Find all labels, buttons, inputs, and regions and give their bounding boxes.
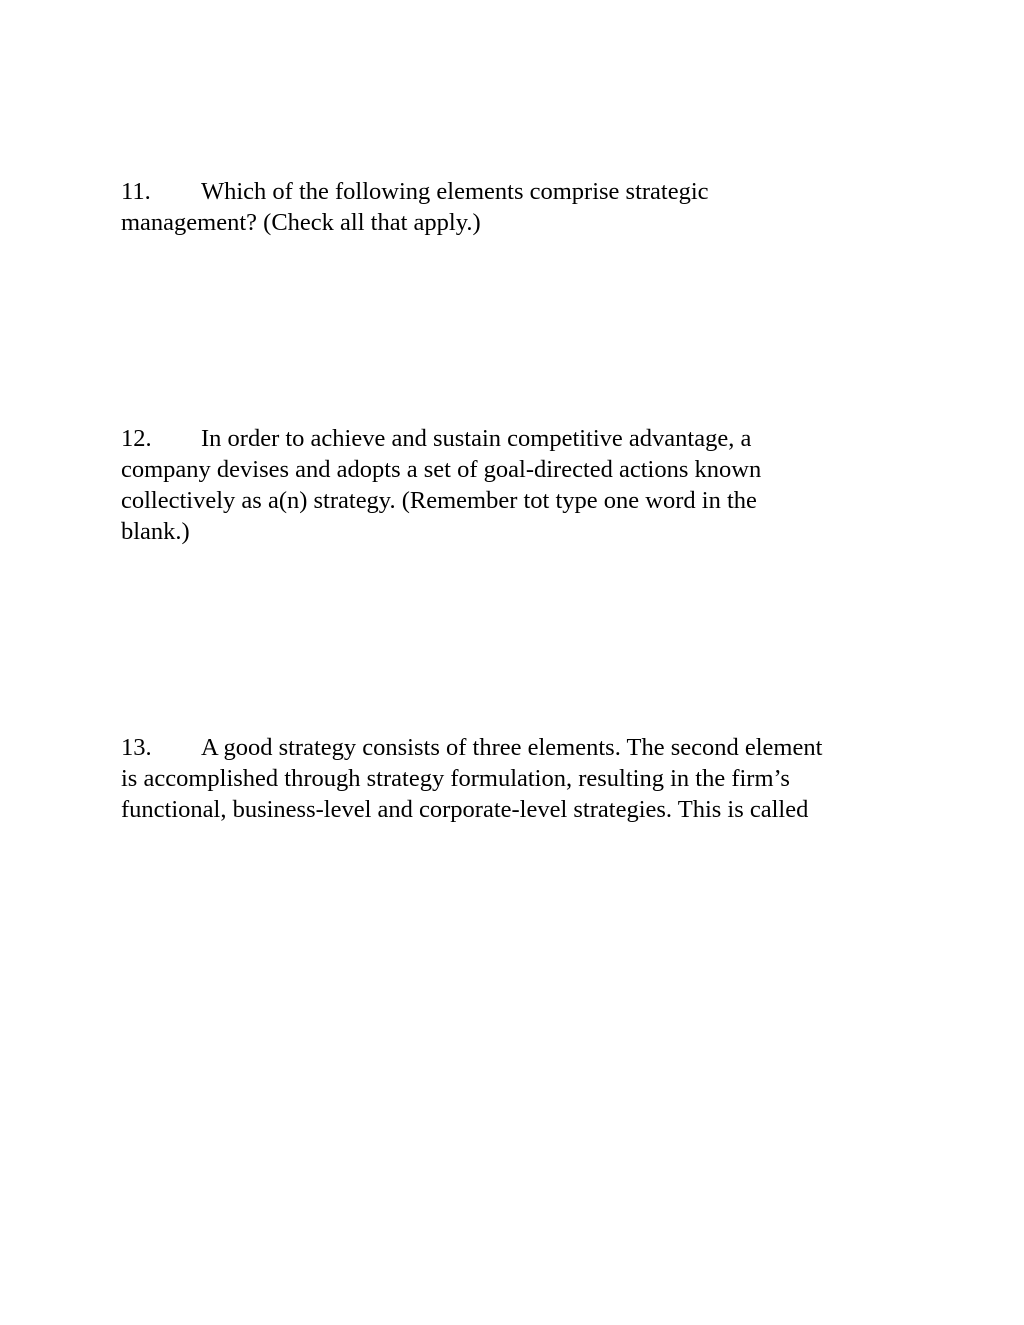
question-13-line-1 [121,732,891,763]
question-12-line-1 [121,423,891,454]
question-12-text-3: collectively as a(n) strategy. (Remember tot type one word in the [121,487,757,514]
question-12-text-4: blank.) [121,518,190,545]
question-11-line-1 [121,176,891,207]
question-11-text-2: management? (Check all that apply.) [121,209,481,236]
question-11 [121,176,891,238]
question-12-number: 12. [121,425,152,452]
question-13-text-1: A good strategy consists of three elements. The second element [201,734,823,761]
question-12-text-1: In order to achieve and sustain competitive advantage, a [201,425,752,452]
question-13-number: 13. [121,734,152,761]
question-11-text-1: Which of the following elements comprise strategic [201,178,709,205]
question-12 [121,423,891,547]
question-13 [121,732,891,825]
question-12-text-2: company devises and adopts a set of goal-directed actions known [121,456,762,483]
question-11-number: 11. [121,178,151,205]
question-13-text-2: is accomplished through strategy formulation, resulting in the firm’s [121,765,790,792]
question-13-text-3: functional, business-level and corporate-level strategies. This is called [121,796,809,823]
